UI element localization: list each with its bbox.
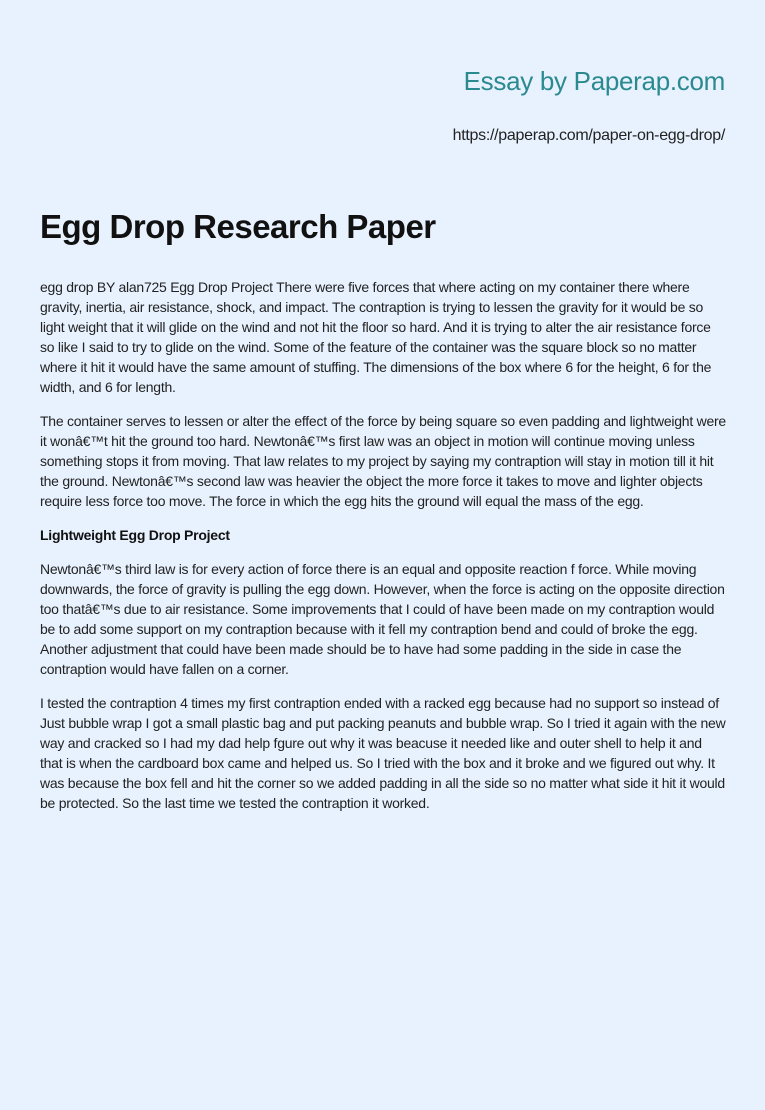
essay-body bbox=[40, 277, 726, 827]
page-title: Egg Drop Research Paper bbox=[40, 208, 436, 245]
paragraph: egg drop BY alan725 Egg Drop Project There were five forces that where acting on my container there where gravity, inertia, air resistance, shock, and impact. The contraption is trying to lessen the gravity for it would be so light weight that it will glide on the wind and not hit the floor so hard. And it is trying to alter the air resistance force so like I said to try to glide on the wind. Some of the feature of the container was the square block so no matter where it hit it would have the same amount of stuffing. The dimensions of the box where 6 for the height, 6 for the width, and 6 for length. bbox=[40, 279, 712, 395]
paragraph: Newtonâ€™s third law is for every action of force there is an equal and opposite reaction f force. While moving downwards, the force of gravity is pulling the egg down. However, when the force is acting on the opposite direction too thatâ€™s due to air resistance. Some improvements that I could of have been made on my contraption would be to add some support on my contraption because with it fell my contraption bend and could of broke the egg. Another adjustment that could have been made should be to have had some padding in the side in case the contraption would have fallen on a corner. bbox=[40, 561, 725, 677]
site-brand[interactable]: Essay by Paperap.com bbox=[463, 66, 725, 96]
paragraph: The container serves to lessen or alter the effect of the force by being square so even padding and lightweight were it wonâ€™t hit the ground too hard. Newtonâ€™s first law was an object in motion will continue moving unless something stops it from moving. That law relates to my project by saying my contraption will stay in motion till it hit the ground. Newtonâ€™s second law was heavier the object the more force it takes to move and lighter objects require less force too move. The force in which the egg hits the ground will equal the mass of the egg. bbox=[40, 413, 726, 509]
paragraph: I tested the contraption 4 times my first contraption ended with a racked egg because had no support so instead of Just bubble wrap I got a small plastic bag and put packing peanuts and bubble wrap. So I tried it again with the new way and cracked so I had my dad help fgure out why it was beacuse it needed like and outer shell to help it and that is when the cardboard box came and helped us. So I tried with the box and it broke and we figured out why. It was because the box fell and hit the corner so we added padding in all the side so no matter what side it hit it would be protected. So the last time we tested the contraption it worked. bbox=[40, 695, 726, 811]
section-heading: Lightweight Egg Drop Project bbox=[40, 527, 230, 543]
page-url[interactable]: https://paperap.com/paper-on-egg-drop/ bbox=[452, 127, 725, 144]
